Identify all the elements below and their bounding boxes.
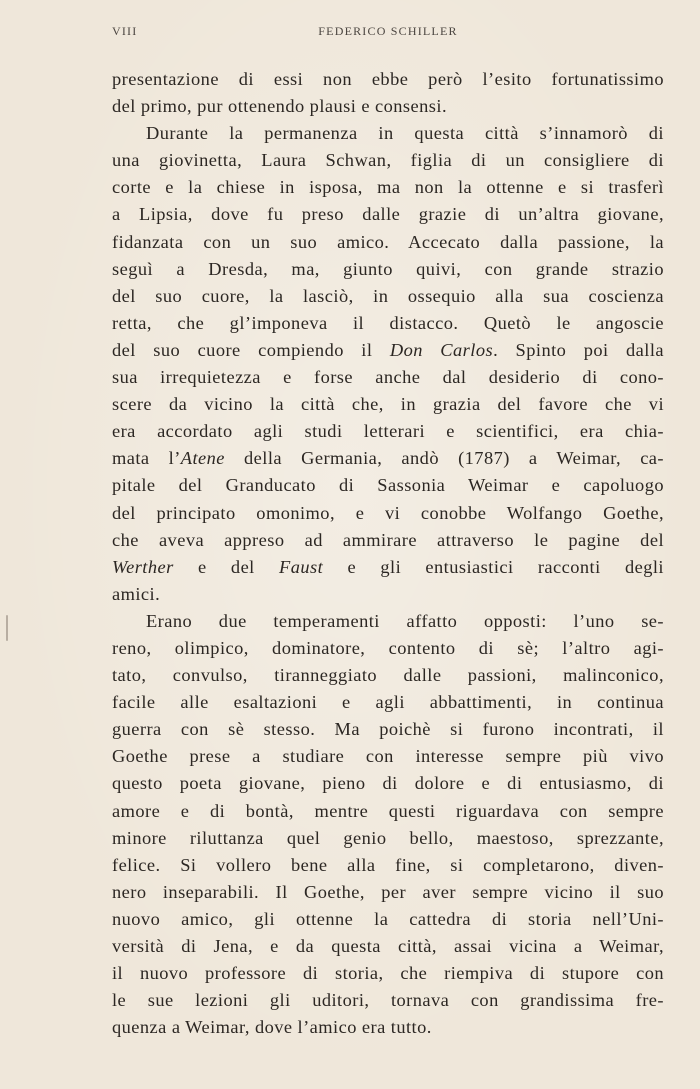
line-text: era accordato agli studi letterari e scientifici, era chia- — [112, 421, 664, 442]
text-line — [112, 120, 664, 147]
line-text: felice. Si vollero bene alla fine, si completarono, diven- — [112, 854, 664, 875]
text-line — [112, 527, 664, 554]
line-text: facile alle esaltazioni e agli abbattimenti, in continua — [112, 692, 664, 713]
text-line — [112, 770, 664, 797]
text-line — [112, 798, 664, 825]
line-text: pitale del Granducato di Sassonia Weimar e capoluogo — [112, 475, 664, 496]
text-line — [112, 933, 664, 960]
text-line — [112, 906, 664, 933]
line-text: amici. — [112, 583, 161, 604]
line-text: . Spinto poi dalla — [493, 339, 664, 360]
line-text: che aveva appreso ad ammirare attraverso le pagine del — [112, 529, 664, 550]
text-line — [112, 310, 664, 337]
text-line — [112, 500, 664, 527]
line-text: presentazione di essi non ebbe però l’esito fortunatissimo — [112, 69, 664, 89]
margin-mark — [6, 615, 8, 641]
text-line — [112, 337, 664, 364]
line-text: del suo cuore compiendo il — [112, 339, 390, 360]
text-line — [112, 662, 664, 689]
text-line — [112, 445, 664, 472]
line-text: le sue lezioni gli uditori, tornava con grandissima fre- — [112, 990, 664, 1011]
text-line — [112, 608, 664, 635]
line-text: e del — [173, 556, 280, 577]
line-text: nuovo amico, gli ottenne la cattedra di storia nell’Uni- — [112, 908, 664, 929]
title-italic: Werther — [112, 556, 174, 577]
line-text: nero inseparabili. Il Goethe, per aver sempre vicino il suo — [112, 881, 664, 902]
text-line — [112, 852, 664, 879]
line-text: questo poeta giovane, pieno di dolore e di entusiasmo, di — [112, 773, 664, 794]
running-head: FEDERICO SCHILLER — [318, 24, 458, 38]
text-line — [112, 716, 664, 743]
line-text: Erano due temperamenti affatto opposti: l’uno se- — [146, 610, 664, 631]
text-line — [112, 256, 664, 283]
text-line — [112, 960, 664, 987]
line-text: a Lipsia, dove fu preso dalle grazie di un’altra giovane, — [112, 204, 664, 225]
line-text: una giovinetta, Laura Schwan, figlia di un consigliere di — [112, 150, 664, 171]
line-text: mata l’ — [112, 448, 181, 469]
line-text: retta, che gl’imponeva il distacco. Quetò le angoscie — [112, 312, 664, 333]
line-text: guerra con sè stesso. Ma poichè si furono incontrati, il — [112, 719, 664, 740]
line-text: minore riluttanza quel genio bello, maestoso, sprezzante, — [112, 827, 664, 848]
text-line — [112, 364, 664, 391]
text-line — [112, 581, 664, 608]
text-line — [112, 93, 664, 120]
line-text: versità di Jena, e da questa città, assai vicina a Weimar, — [112, 936, 664, 956]
line-text: sua irrequietezza e forse anche dal desiderio di cono- — [112, 367, 664, 388]
text-line — [112, 825, 664, 852]
text-line — [112, 174, 664, 201]
title-italic: Don Carlos — [389, 339, 494, 360]
line-text: del primo, pur ottenendo plausi e consensi. — [112, 96, 447, 117]
text-line — [112, 418, 664, 445]
text-line — [112, 201, 664, 228]
line-text: fidanzata con un suo amico. Accecato dalla passione, la — [112, 231, 664, 252]
page-header — [112, 24, 664, 44]
line-text: Durante la permanenza in questa città s’innamorò di — [146, 123, 664, 144]
line-text: tato, convulso, tiranneggiato dalle passioni, malinconico, — [112, 665, 664, 686]
text-line — [112, 391, 664, 418]
line-text: reno, olimpico, dominatore, contento di sè; l’altro agi- — [112, 637, 664, 658]
text-line — [112, 554, 664, 581]
line-text: Goethe prese a studiare con interesse sempre più vivo — [112, 746, 664, 767]
text-line — [112, 66, 664, 93]
text-line — [112, 987, 664, 1014]
text-line — [112, 1014, 664, 1041]
text-line — [112, 147, 664, 174]
text-line — [112, 472, 664, 499]
text-line — [112, 743, 664, 770]
title-italic: Faust — [279, 556, 324, 577]
line-text: del suo cuore, la lasciò, in ossequio alla sua coscienza — [112, 285, 664, 306]
text-line — [112, 229, 664, 256]
line-text: della Germania, andò (1787) a Weimar, ca- — [224, 448, 664, 469]
line-text: quenza a Weimar, dove l’amico era tutto. — [112, 1017, 432, 1038]
line-text: corte e la chiese in isposa, ma non la ottenne e si trasferì — [112, 177, 664, 198]
line-text: seguì a Dresda, ma, giunto quivi, con grande strazio — [112, 258, 664, 279]
line-text: scere da vicino la città che, in grazia del favore che vi — [112, 394, 664, 415]
line-text: il nuovo professore di storia, che riempiva di stupore con — [112, 963, 664, 984]
text-line — [112, 879, 664, 906]
page-number: VIII — [112, 24, 138, 38]
title-italic: Atene — [180, 448, 225, 469]
line-text: del principato omonimo, e vi conobbe Wolfango Goethe, — [112, 502, 664, 523]
body-text — [112, 66, 664, 1041]
line-text: e gli entusiastici racconti degli — [323, 556, 664, 577]
text-line — [112, 283, 664, 310]
line-text: amore e di bontà, mentre questi riguardava con sempre — [112, 800, 664, 821]
text-line — [112, 635, 664, 662]
text-line — [112, 689, 664, 716]
